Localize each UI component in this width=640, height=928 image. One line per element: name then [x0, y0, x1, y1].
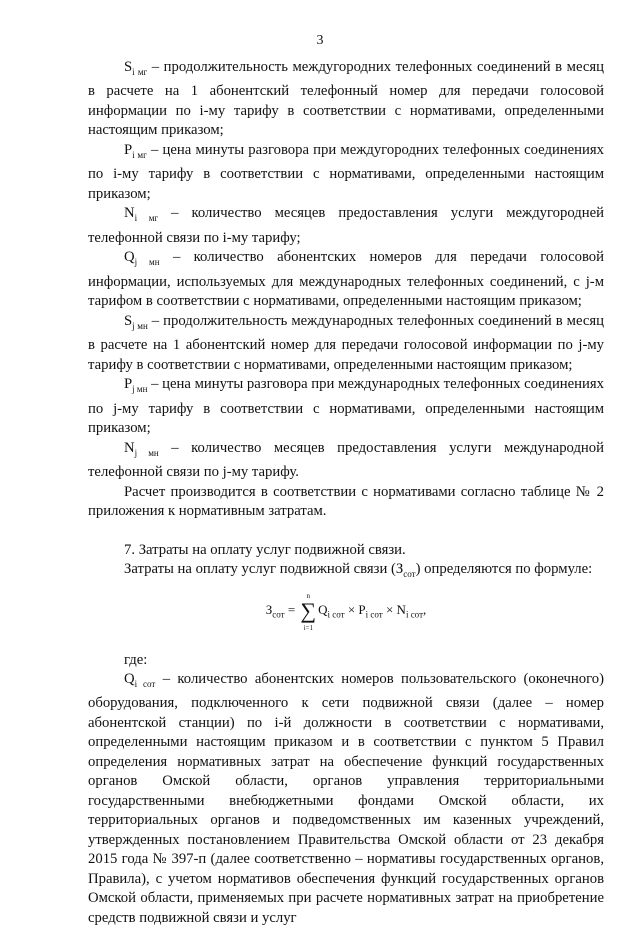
definition-p-j-mn: [88, 375, 604, 438]
term-q: Q: [318, 601, 328, 617]
cost-formula: [88, 589, 604, 633]
definition-text: – цена минуты разговора при междугородних телефонных соединениях по i-му тарифу в соответствии с нормативами, определенными настоящим приказом;: [88, 141, 605, 202]
where-label: где:: [124, 651, 148, 668]
intro-subscript: сот: [403, 569, 416, 579]
term-p-subscript: i сот: [365, 609, 383, 620]
symbol-subscript: j мн: [134, 447, 159, 458]
term-q-subscript: i сот: [327, 609, 345, 620]
symbol: Q: [124, 671, 135, 687]
section-intro: [88, 560, 604, 584]
term-p: P: [358, 601, 366, 617]
paragraph-gap: [88, 522, 604, 541]
section-heading: 7. Затраты на оплату услуг подвижной связи.: [124, 541, 406, 558]
intro-text-end: ) определяются по формуле:: [415, 561, 593, 578]
formula-lhs: З: [265, 601, 273, 617]
symbol-subscript: j мн: [132, 384, 148, 395]
symbol: S: [124, 59, 133, 75]
definition-text: – продолжительность международных телефонных соединений в месяц в расчете на 1 абонентский номер для передачи голосовой информации по j-му тарифу в соответствии с нормативами, определенными настоящим приказом;: [88, 312, 604, 373]
multiply-sign: ×: [344, 601, 359, 617]
symbol-subscript: i мг: [134, 213, 159, 224]
document-body: [88, 58, 604, 928]
definition-text: – продолжительность междугородних телефонных соединений в месяц в расчете на 1 абонентский телефонный номер для передачи голосовой информации по i-му тарифу в соответствии с нормативами, определенными настоящим приказом;: [88, 59, 604, 139]
term-n-subscript: i сот: [405, 609, 423, 620]
definition-q-j-mn: [88, 248, 604, 311]
formula-end: ,: [423, 601, 427, 617]
summation: [300, 589, 316, 633]
summation-lower: i=1: [303, 623, 313, 632]
symbol-subscript: i мг: [132, 149, 147, 160]
definition-s-j-mn: [88, 312, 604, 375]
summation-upper: n: [306, 591, 311, 600]
definition-text: – количество абонентских номеров пользовательского (оконечного) оборудования, подключенного к сети подвижной связи (далее – номер абонентской станции) по i-й должности в соответствии с нормативами, определенными настоящим приказом и в соответствии с пунктом 5 Правил определения нормативных затрат на обеспечение функций государственных органов Омской области, органов управления территориальными государственными внебюджетными фондами Омской области, их территориальных органов и подведомственных им казенных учреждений, утвержденных постановлением Правительства Омской области от 23 декабря 2015 года № 397-п (далее соответственно – нормативы государственных органов, Правила), с учетом нормативов обеспечения функций государственных органов Омской области, применяемых при расчете нормативных затрат на приобретение средств подвижной связи и услуг: [88, 671, 605, 926]
symbol: P: [124, 141, 133, 158]
intro-text: Затраты на оплату услуг подвижной связи (З: [124, 561, 404, 578]
calculation-note: Расчет производится в соответствии с нормативами согласно таблице № 2 приложения к нормативным затратам.: [88, 483, 604, 520]
symbol: N: [124, 439, 135, 456]
definition-text: – цена минуты разговора при международных телефонных соединениях по j-му тарифу в соответствии с нормативами, определенными настоящим приказом;: [88, 376, 604, 437]
definition-s-i-mg: [88, 58, 604, 141]
summation-sign: ∑: [300, 597, 317, 623]
symbol-subscript: i сот: [134, 678, 156, 689]
definition-text: – количество месяцев предоставления услуги междугородней телефонной связи по i-му тарифу;: [88, 205, 604, 246]
term-n: N: [396, 601, 406, 617]
symbol: S: [124, 312, 133, 329]
formula-lhs-subscript: сот: [272, 609, 285, 620]
definition-text: – количество месяцев предоставления услуги международной телефонной связи по j-му тарифу.: [88, 439, 604, 481]
symbol-subscript: j мн: [132, 320, 148, 331]
symbol-subscript: i мг: [132, 66, 148, 77]
symbol: P: [124, 376, 133, 393]
page-number: 3: [316, 33, 324, 48]
symbol: N: [124, 205, 135, 222]
definition-p-i-mg: [88, 141, 604, 204]
symbol-subscript: j мн: [134, 257, 160, 268]
definition-text: – количество абонентских номеров для передачи голосовой информации, используемых для международных телефонных соединений, с j-м тарифом в соответствии с нормативами, определенными настоящим приказом;: [88, 249, 605, 310]
definition-q-i-sot: [88, 670, 604, 928]
multiply-sign: ×: [382, 601, 397, 617]
paragraph-gap: [88, 639, 604, 651]
formula-equals: =: [284, 601, 299, 617]
symbol: Q: [124, 249, 135, 266]
definition-n-j-mn: [88, 439, 604, 483]
definition-n-i-mg: [88, 204, 604, 248]
